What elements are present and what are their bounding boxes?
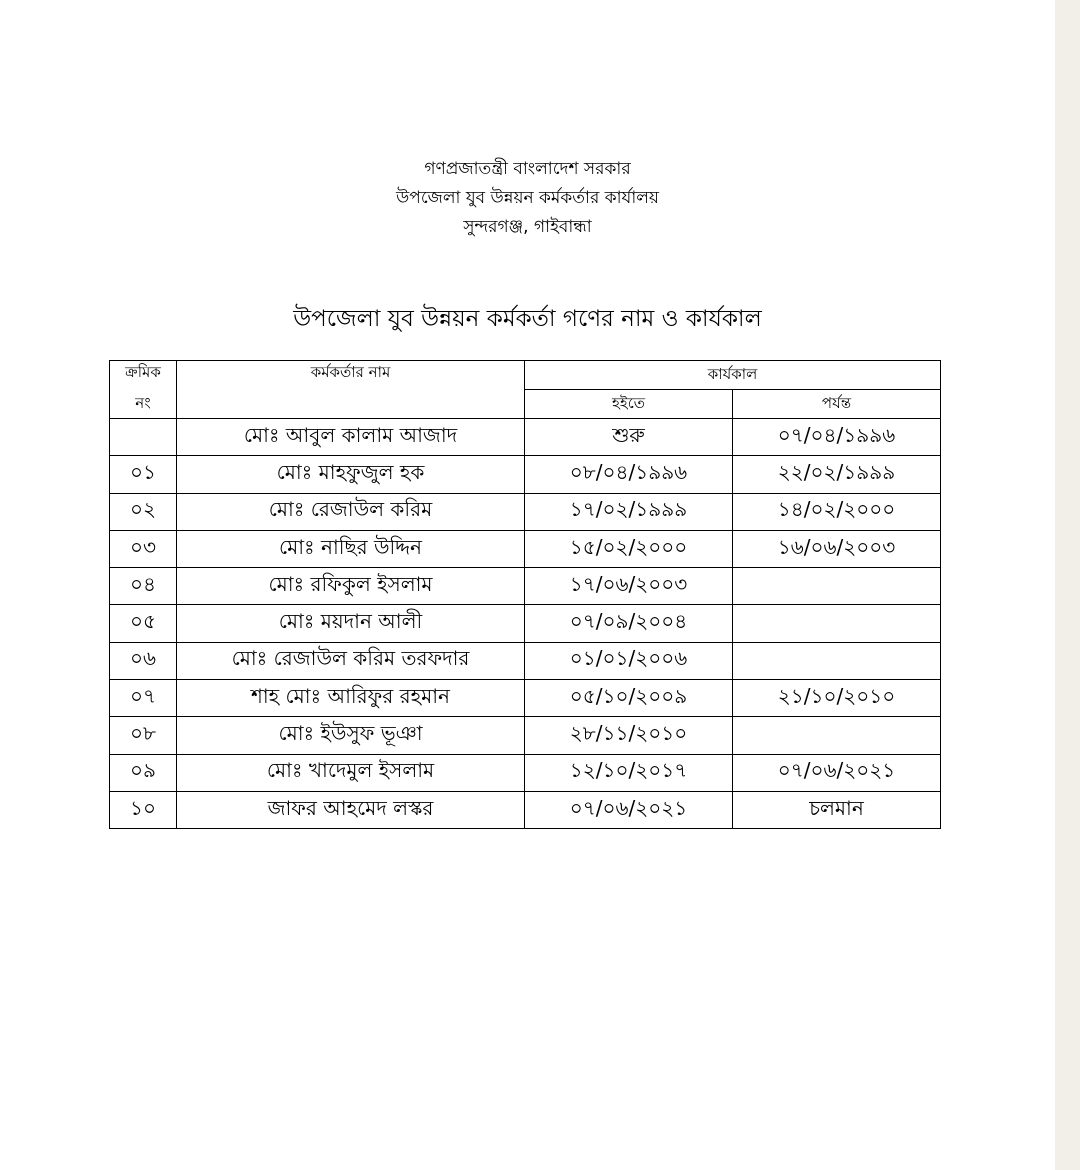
header-government: গণপ্রজাতন্ত্রী বাংলাদেশ সরকার bbox=[424, 159, 631, 179]
cell-to bbox=[733, 717, 941, 754]
cell-serial: ০৯ bbox=[110, 754, 177, 791]
cell-name: মোঃ রেজাউল করিম তরফদার bbox=[177, 642, 525, 679]
cell-from: ১৭/০২/১৯৯৯ bbox=[525, 493, 733, 530]
table-row bbox=[110, 530, 941, 567]
cell-from: ০৭/০৯/২০০৪ bbox=[525, 605, 733, 642]
cell-to: ০৭/০৬/২০২১ bbox=[733, 754, 941, 791]
cell-name: মোঃ রফিকুল ইসলাম bbox=[177, 568, 525, 605]
table-row bbox=[110, 717, 941, 754]
cell-from: ০৮/০৪/১৯৯৬ bbox=[525, 456, 733, 493]
cell-serial: ০৭ bbox=[110, 680, 177, 717]
cell-serial bbox=[110, 419, 177, 456]
table-row bbox=[110, 605, 941, 642]
header-location: সুন্দরগঞ্জ, গাইবান্ধা bbox=[463, 217, 592, 237]
cell-from: ২৮/১১/২০১০ bbox=[525, 717, 733, 754]
cell-to: ২২/০২/১৯৯৯ bbox=[733, 456, 941, 493]
cell-from: ০১/০১/২০০৬ bbox=[525, 642, 733, 679]
cell-to bbox=[733, 568, 941, 605]
cell-name: মোঃ খাদেমুল ইসলাম bbox=[177, 754, 525, 791]
cell-to bbox=[733, 605, 941, 642]
table-header-row bbox=[110, 361, 941, 390]
header-from: হইতে bbox=[525, 390, 733, 419]
cell-serial: ০৮ bbox=[110, 717, 177, 754]
cell-name: মোঃ ময়দান আলী bbox=[177, 605, 525, 642]
cell-name: শাহ মোঃ আরিফুর রহমান bbox=[177, 680, 525, 717]
table-row bbox=[110, 493, 941, 530]
cell-name: মোঃ আবুল কালাম আজাদ bbox=[177, 419, 525, 456]
cell-serial: ০৬ bbox=[110, 642, 177, 679]
page-margin bbox=[1055, 0, 1080, 1170]
cell-serial: ০২ bbox=[110, 493, 177, 530]
table-row bbox=[110, 568, 941, 605]
cell-name: মোঃ রেজাউল করিম bbox=[177, 493, 525, 530]
cell-name: জাফর আহমেদ লস্কর bbox=[177, 791, 525, 828]
header-office: উপজেলা যুব উন্নয়ন কর্মকর্তার কার্যালয় bbox=[396, 188, 659, 208]
table-row bbox=[110, 791, 941, 828]
header-serial: ক্রমিক নং bbox=[110, 361, 177, 419]
cell-to: ০৭/০৪/১৯৯৬ bbox=[733, 419, 941, 456]
cell-to: ২১/১০/২০১০ bbox=[733, 680, 941, 717]
cell-serial: ০৪ bbox=[110, 568, 177, 605]
cell-to bbox=[733, 642, 941, 679]
cell-from: ১৫/০২/২০০০ bbox=[525, 530, 733, 567]
cell-serial: ০১ bbox=[110, 456, 177, 493]
table-row bbox=[110, 642, 941, 679]
cell-from: ১৭/০৬/২০০৩ bbox=[525, 568, 733, 605]
cell-name: মোঃ মাহফুজুল হক bbox=[177, 456, 525, 493]
cell-to: ১৬/০৬/২০০৩ bbox=[733, 530, 941, 567]
cell-serial: ০৩ bbox=[110, 530, 177, 567]
table-row bbox=[110, 419, 941, 456]
cell-from: ১২/১০/২০১৭ bbox=[525, 754, 733, 791]
document-title: উপজেলা যুব উন্নয়ন কর্মকর্তা গণের নাম ও কার্যকাল bbox=[293, 306, 762, 332]
table-row bbox=[110, 754, 941, 791]
cell-from: শুরু bbox=[525, 419, 733, 456]
cell-serial: ০৫ bbox=[110, 605, 177, 642]
officers-table bbox=[109, 360, 941, 829]
header-to: পর্যন্ত bbox=[733, 390, 941, 419]
cell-name: মোঃ ইউসুফ ভূঞা bbox=[177, 717, 525, 754]
cell-from: ০৫/১০/২০০৯ bbox=[525, 680, 733, 717]
cell-to: চলমান bbox=[733, 791, 941, 828]
cell-to: ১৪/০২/২০০০ bbox=[733, 493, 941, 530]
table-row bbox=[110, 456, 941, 493]
header-name: কর্মকর্তার নাম bbox=[177, 361, 525, 419]
cell-from: ০৭/০৬/২০২১ bbox=[525, 791, 733, 828]
cell-serial: ১০ bbox=[110, 791, 177, 828]
header-tenure: কার্যকাল bbox=[525, 361, 941, 390]
table-row bbox=[110, 680, 941, 717]
cell-name: মোঃ নাছির উদ্দিন bbox=[177, 530, 525, 567]
